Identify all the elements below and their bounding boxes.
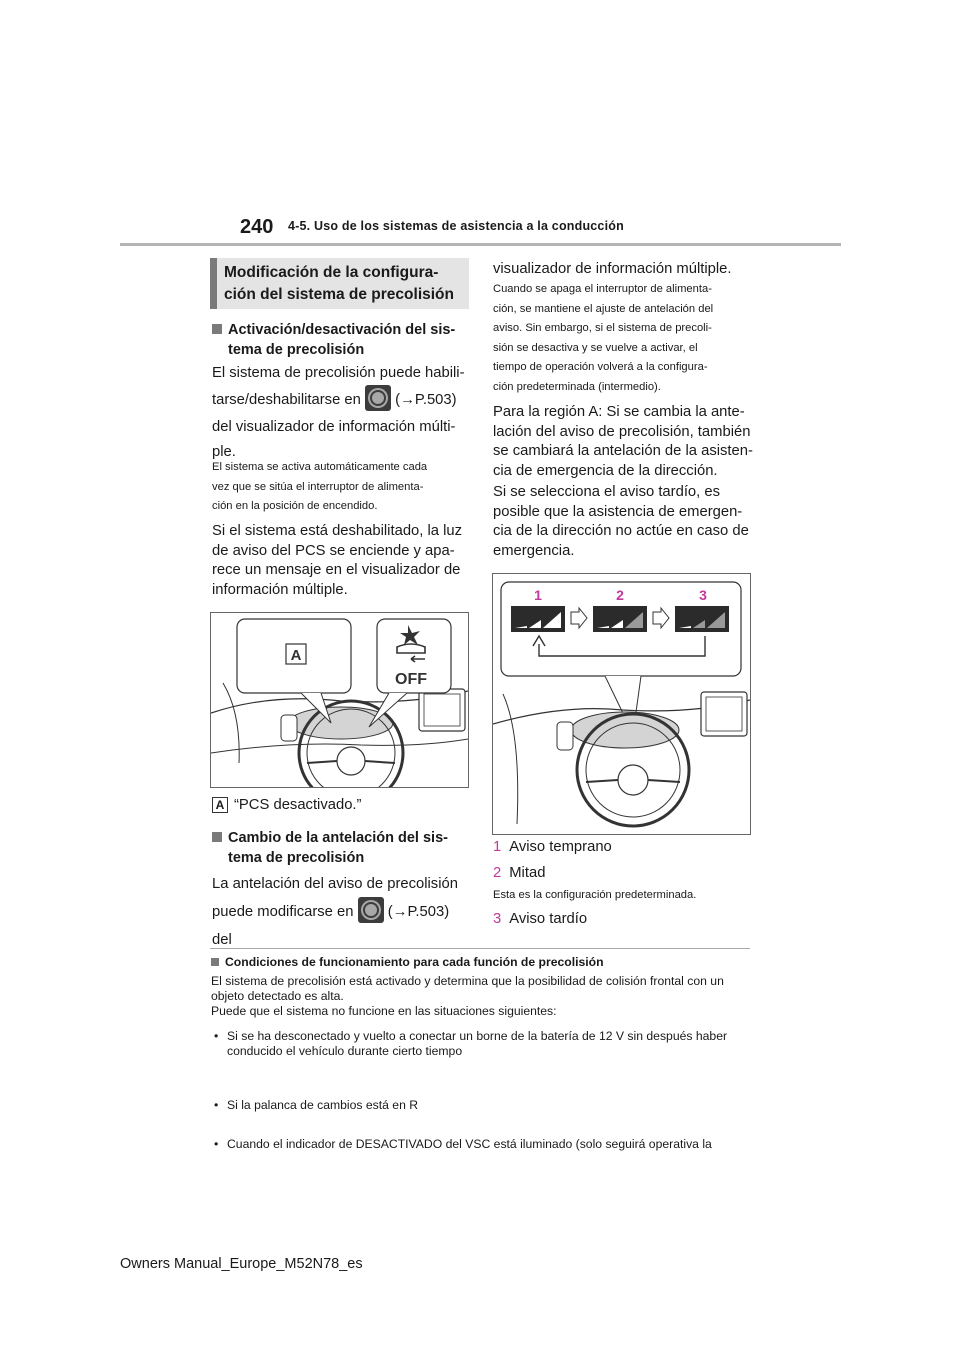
timing-list-item-2 xyxy=(493,864,545,884)
footer-text: Owners Manual_Europe_M52N78_es xyxy=(120,1256,363,1272)
default-setting-note: Esta es la configuración predeterminada. xyxy=(493,889,697,901)
conditions-paragraph xyxy=(211,974,751,1019)
paragraph-enable xyxy=(212,360,472,464)
section-title xyxy=(224,262,454,306)
text-line: Puede que el sistema no funcione en las situaciones siguientes: xyxy=(211,1004,557,1018)
text-line: El sistema de precolisión puede habili- xyxy=(212,365,465,381)
timing-level-late-icon xyxy=(675,606,729,632)
text-line: Cuando se apaga el interruptor de alimenta- xyxy=(493,283,712,295)
text-line: conducido el vehículo durante cierto tiempo xyxy=(227,1044,463,1058)
setting-label-3: 3 xyxy=(699,587,707,603)
setting-label-1: 1 xyxy=(534,587,542,603)
subheading-activation xyxy=(212,320,455,360)
item-text: Aviso tardío xyxy=(509,911,588,927)
settings-gear-icon xyxy=(365,385,391,411)
text-line: objeto detectado es alta. xyxy=(211,989,344,1003)
conditions-bullet xyxy=(211,1137,767,1152)
paragraph-disabled xyxy=(212,522,462,600)
conditions-title-text: Condiciones de funcionamiento para cada función de precolisión xyxy=(225,955,604,969)
paragraph-region-a xyxy=(493,403,753,481)
text-line: • Cuando el indicador de DESACTIVADO del VSC está iluminado (solo seguirá operativa la xyxy=(227,1137,712,1151)
square-bullet-icon xyxy=(211,958,219,966)
figure-caption xyxy=(212,796,361,816)
conditions-bullet xyxy=(211,1029,767,1059)
warning-timing-illustration xyxy=(492,573,751,835)
text-line: de aviso del PCS se enciende y apa- xyxy=(212,542,455,559)
timing-level-early-icon xyxy=(511,606,565,632)
paragraph-continuation: visualizador de información múltiple. xyxy=(493,261,732,277)
text-line: información múltiple. xyxy=(212,581,348,598)
text-line: ple. xyxy=(212,444,236,460)
page-reference: (→P.503) xyxy=(395,392,457,408)
text-line: cia de emergencia de la dirección. xyxy=(493,462,718,479)
small-note-activation xyxy=(212,458,427,517)
text-line: El sistema se activa automáticamente cada xyxy=(212,461,428,473)
section-title-line: ción del sistema de precolisión xyxy=(224,286,454,303)
figure-tag-a: A xyxy=(290,647,302,664)
text-line: cia de la dirección no actúe en caso de xyxy=(493,523,749,539)
caption-text: “PCS desactivado.” xyxy=(234,797,362,813)
text-line: La antelación del aviso de precolisión xyxy=(212,876,458,892)
section-title-bar xyxy=(210,258,217,309)
text-line: puede modificarse en xyxy=(212,904,354,920)
text-line: El sistema de precolisión está activado y determina que la posibilidad de colisión frontal con un xyxy=(211,974,724,988)
item-text: Mitad xyxy=(509,865,546,881)
text-line: • Si la palanca de cambios está en R xyxy=(227,1098,419,1112)
text-line: ción, se mantiene el ajuste de antelación del xyxy=(493,302,714,315)
text-line: aviso. Sin embargo, si el sistema de precoli- xyxy=(493,322,712,334)
text-line: ción predeterminada (intermedio). xyxy=(493,380,661,393)
text-line: lación del aviso de precolisión, también xyxy=(493,423,751,440)
subheading-timing xyxy=(212,828,448,868)
text-line: Para la región A: Si se cambia la ante- xyxy=(493,404,745,420)
setting-label-2: 2 xyxy=(616,587,624,603)
text-line: tarse/deshabilitarse en xyxy=(212,392,361,408)
conditions-title xyxy=(211,955,604,970)
subheading-line: Cambio de la antelación del sis- xyxy=(228,830,448,846)
subheading-line: tema de precolisión xyxy=(228,342,365,358)
header-rule xyxy=(120,243,841,246)
caption-tag: A xyxy=(212,797,228,813)
text-line: vez que se sitúa el interruptor de alimenta- xyxy=(212,480,424,493)
timing-level-middle-icon xyxy=(593,606,647,632)
off-label: OFF xyxy=(395,671,427,688)
text-line: Si el sistema está deshabilitado, la luz xyxy=(212,523,463,539)
page-reference: (→P.503) del xyxy=(212,904,450,948)
text-line: rece un mensaje en el visualizador de xyxy=(212,562,461,578)
settings-gear-icon xyxy=(358,897,384,923)
item-number: 1 xyxy=(493,839,502,855)
text-line: del visualizador de información múlti- xyxy=(212,419,456,435)
small-note-timing xyxy=(493,280,713,397)
subheading-line: tema de precolisión xyxy=(228,850,365,866)
item-text: Aviso temprano xyxy=(509,839,612,855)
text-line: se cambiará la antelación de la asisten- xyxy=(493,443,753,459)
paragraph-timing xyxy=(212,870,472,948)
square-bullet-icon xyxy=(212,324,222,334)
subheading-line: Activación/desactivación del sis- xyxy=(228,322,456,338)
dashboard-illustration-pcs-off xyxy=(210,612,469,788)
text-line: • Si se ha desconectado y vuelto a conectar un borne de la batería de 12 V sin después haber xyxy=(227,1029,728,1043)
section-title-line: Modificación de la configura- xyxy=(224,264,439,281)
text-line: tiempo de operación volverá a la configura- xyxy=(493,361,708,373)
text-line: emergencia. xyxy=(493,542,575,559)
item-number: 3 xyxy=(493,911,502,927)
conditions-bullet xyxy=(211,1098,767,1113)
text-line: sión se desactiva y se vuelve a activar, el xyxy=(493,341,698,354)
bottom-rule xyxy=(210,948,750,949)
timing-list-item-1 xyxy=(493,838,612,858)
page-number: 240 xyxy=(240,216,274,238)
text-line: ción en la posición de encendido. xyxy=(212,500,378,512)
timing-list-item-3 xyxy=(493,910,587,930)
text-line: Si se selecciona el aviso tardío, es xyxy=(493,484,721,500)
paragraph-late-warning xyxy=(493,483,749,561)
square-bullet-icon xyxy=(212,832,222,842)
text-line: posible que la asistencia de emergen- xyxy=(493,503,743,520)
chapter-title: 4-5. Uso de los sistemas de asistencia a la conducción xyxy=(288,219,624,233)
item-number: 2 xyxy=(493,865,502,881)
